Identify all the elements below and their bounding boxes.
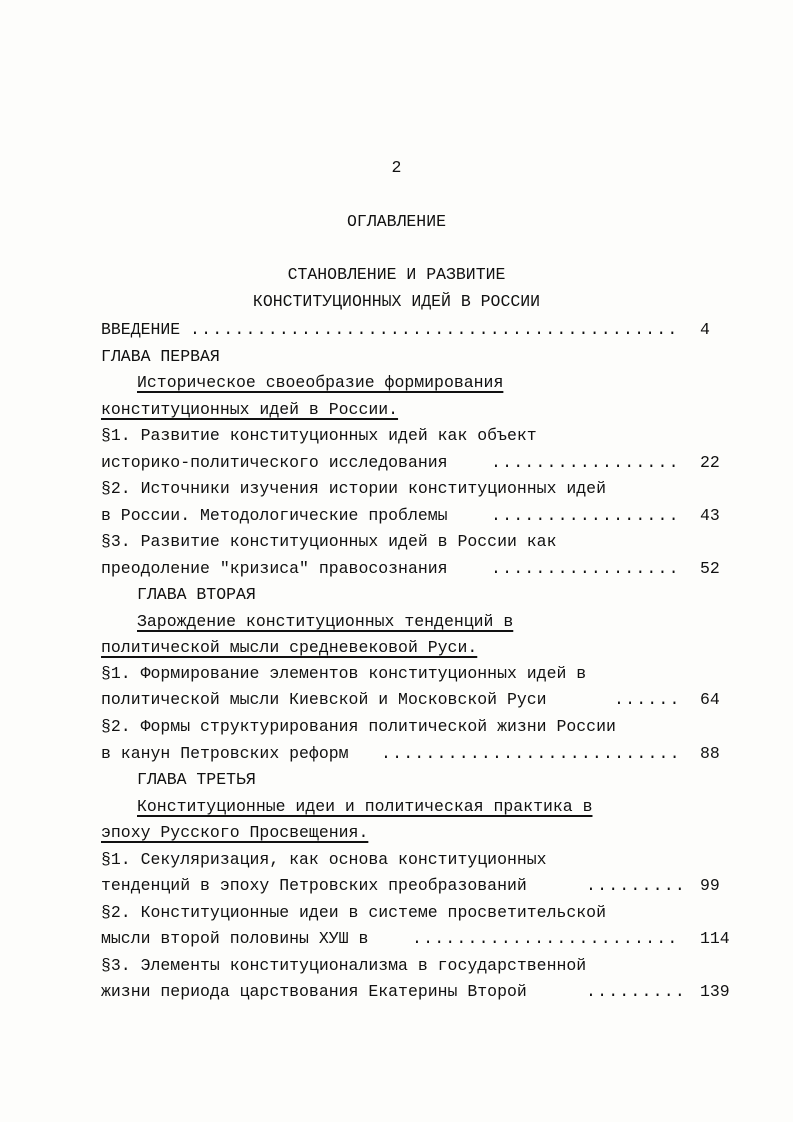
chapter1-section3-line2: преодоление "кризиса" правосознания (101, 559, 448, 578)
chapter3-section2-leader (412, 929, 682, 949)
chapter1-section1-leader (491, 453, 682, 473)
chapter1-section2-line1: §2. Источники изучения истории конституционных идей (101, 479, 606, 498)
chapter2-section2-page: 88 (700, 744, 720, 763)
intro-page: 4 (700, 320, 710, 339)
chapter2-section1-line2: политической мысли Киевской и Московской Руси (101, 690, 547, 709)
intro-label: ВВЕДЕНИЕ (101, 320, 181, 339)
chapter3-section1-line1: §1. Секуляризация, как основа конституционных (101, 850, 547, 869)
chapter1-title-line2: конституционных идей в России. (101, 400, 399, 419)
chapter3-section1-leader (586, 876, 682, 896)
chapter3-section3-page: 139 (700, 982, 730, 1001)
chapter2-section1-leader (614, 690, 682, 710)
chapter3-title-line1: Конституционные идеи и политическая практика в (137, 797, 593, 816)
work-title-line2: КОНСТИТУЦИОННЫХ ИДЕЙ В РОССИИ (252, 292, 541, 311)
chapter2-section2-line2: в канун Петровских реформ (101, 744, 349, 763)
chapter1-section1-page: 22 (700, 453, 720, 472)
chapter2-section2-leader (381, 744, 682, 764)
chapter1-section1-line1: §1. Развитие конституционных идей как объект (101, 426, 537, 445)
chapter3-section2-page: 114 (700, 929, 730, 948)
page-number: 2 (391, 158, 402, 177)
chapter1-label: ГЛАВА ПЕРВАЯ (101, 347, 220, 366)
chapter2-label: ГЛАВА ВТОРАЯ (137, 585, 256, 604)
chapter3-label: ГЛАВА ТРЕТЬЯ (137, 770, 256, 789)
toc-heading: ОГЛАВЛЕНИЕ (346, 212, 447, 231)
chapter2-section1-page: 64 (700, 690, 720, 709)
chapter1-title-line1: Историческое своеобразие формирования (137, 373, 504, 392)
chapter3-section2-line1: §2. Конституционные идеи в системе просветительской (101, 903, 606, 922)
chapter1-section1-line2: историко-политического исследования (101, 453, 448, 472)
chapter3-title-line2: эпоху Русского Просвещения. (101, 823, 369, 842)
work-title-line1: СТАНОВЛЕНИЕ И РАЗВИТИЕ (287, 265, 506, 284)
chapter1-section2-line2: в России. Методологические проблемы (101, 506, 448, 525)
chapter2-title-line1: Зарождение конституционных тенденций в (137, 612, 514, 631)
chapter1-section3-leader (491, 559, 682, 579)
chapter3-section2-line2: мысли второй половины ХУШ в (101, 929, 369, 948)
chapter1-section3-line1: §3. Развитие конституционных идей в России как (101, 532, 557, 551)
chapter1-section2-leader (491, 506, 682, 526)
chapter2-title-line2: политической мысли средневековой Руси. (101, 638, 478, 657)
chapter3-section3-line1: §3. Элементы конституционализма в государственной (101, 956, 587, 975)
intro-leader (190, 320, 682, 340)
chapter2-section2-line1: §2. Формы структурирования политической жизни России (101, 717, 616, 736)
chapter3-section3-line2: жизни периода царствования Екатерины Второй (101, 982, 527, 1001)
chapter3-section1-page: 99 (700, 876, 720, 895)
chapter2-section1-line1: §1. Формирование элементов конституционных идей в (101, 664, 587, 683)
chapter3-section1-line2: тенденций в эпоху Петровских преобразований (101, 876, 527, 895)
chapter3-section3-leader (586, 982, 682, 1002)
chapter1-section3-page: 52 (700, 559, 720, 578)
chapter1-section2-page: 43 (700, 506, 720, 525)
